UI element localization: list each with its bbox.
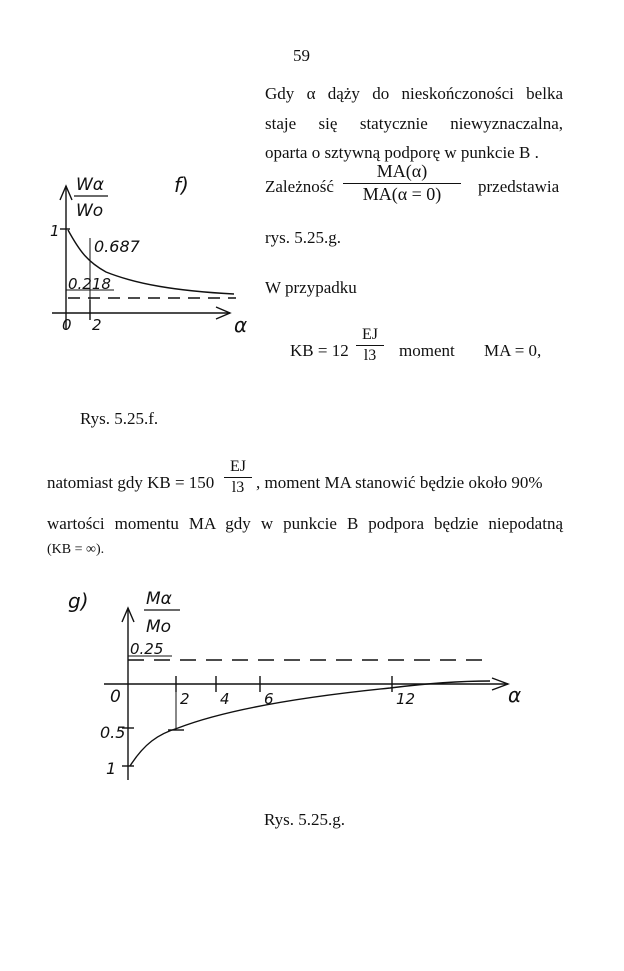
l3-denominator: l3 bbox=[231, 478, 245, 496]
tick-2-label: 2 bbox=[180, 690, 190, 708]
para2-line1-left: natomiast gdy KB = 150 bbox=[47, 473, 215, 492]
para2-line1-right: , moment MA stanowić będzie około 90% bbox=[256, 473, 543, 492]
label-0218: 0.218 bbox=[68, 275, 111, 293]
caption-g: Rys. 5.25.g. bbox=[264, 810, 346, 829]
label-05: 0.5 bbox=[100, 723, 126, 742]
paragraph-line-1: Gdy α dąży do nieskończoności belka bbox=[265, 84, 563, 103]
ej-numerator: EJ bbox=[362, 326, 378, 343]
ratio-fraction bbox=[343, 162, 461, 205]
kb-12-left: KB = 12 bbox=[290, 341, 349, 360]
para2-line3: (KB = ∞). bbox=[47, 542, 105, 557]
tick-12-label: 12 bbox=[396, 690, 416, 708]
ratio-denominator: MA(α = 0) bbox=[362, 183, 442, 204]
y-label-num: Mα bbox=[146, 589, 172, 609]
tick-4-label: 4 bbox=[220, 690, 230, 708]
panel-label-g: g) bbox=[68, 589, 89, 613]
x-axis-label: α bbox=[234, 313, 248, 337]
tick-6-label: 6 bbox=[264, 690, 274, 708]
x-axis-label: α bbox=[508, 683, 522, 707]
zaleznosc-ref: rys. 5.25.g. bbox=[265, 228, 342, 247]
ratio-numerator: MA(α) bbox=[376, 161, 428, 181]
label-one: 1 bbox=[106, 759, 117, 778]
caption-f: Rys. 5.25.f. bbox=[80, 409, 159, 428]
y-label-den: Wo bbox=[76, 201, 104, 221]
paragraph-line-2: staje się statycznie niewyznaczalna, bbox=[265, 114, 563, 133]
y-label-num: Wα bbox=[76, 175, 105, 195]
origin-label: 0 bbox=[110, 687, 121, 707]
paragraph-line-3: oparta o sztywną podporę w punkcie B . bbox=[265, 143, 539, 162]
label-one: 1 bbox=[50, 222, 60, 240]
zaleznosc-lead: Zależność bbox=[265, 177, 334, 196]
tick-0-label: 0 bbox=[62, 316, 72, 334]
kb-12-moment: moment bbox=[399, 341, 455, 360]
figure-g bbox=[60, 580, 540, 790]
label-0687: 0.687 bbox=[94, 237, 140, 256]
panel-label-f: f) bbox=[174, 173, 189, 197]
w-przypadku: W przypadku bbox=[265, 278, 357, 297]
ej-numerator: EJ bbox=[230, 458, 246, 475]
l3-denominator: l3 bbox=[363, 346, 377, 364]
para2-line2: wartości momentu MA gdy w punkcie B podpora będzie niepodatną bbox=[47, 514, 563, 533]
ej-fraction-2 bbox=[224, 458, 252, 496]
y-label-den: Mo bbox=[146, 617, 172, 637]
kb-12-right: MA = 0, bbox=[484, 341, 542, 360]
fraction-bar bbox=[224, 477, 252, 478]
ej-fraction-1 bbox=[356, 326, 384, 364]
zaleznosc-tail: przedstawia bbox=[478, 177, 560, 196]
fraction-bar bbox=[356, 345, 384, 346]
page-number: 59 bbox=[293, 46, 310, 65]
tick-2-label: 2 bbox=[92, 316, 102, 334]
label-025: 0.25 bbox=[130, 640, 164, 658]
figure-f bbox=[46, 160, 266, 340]
